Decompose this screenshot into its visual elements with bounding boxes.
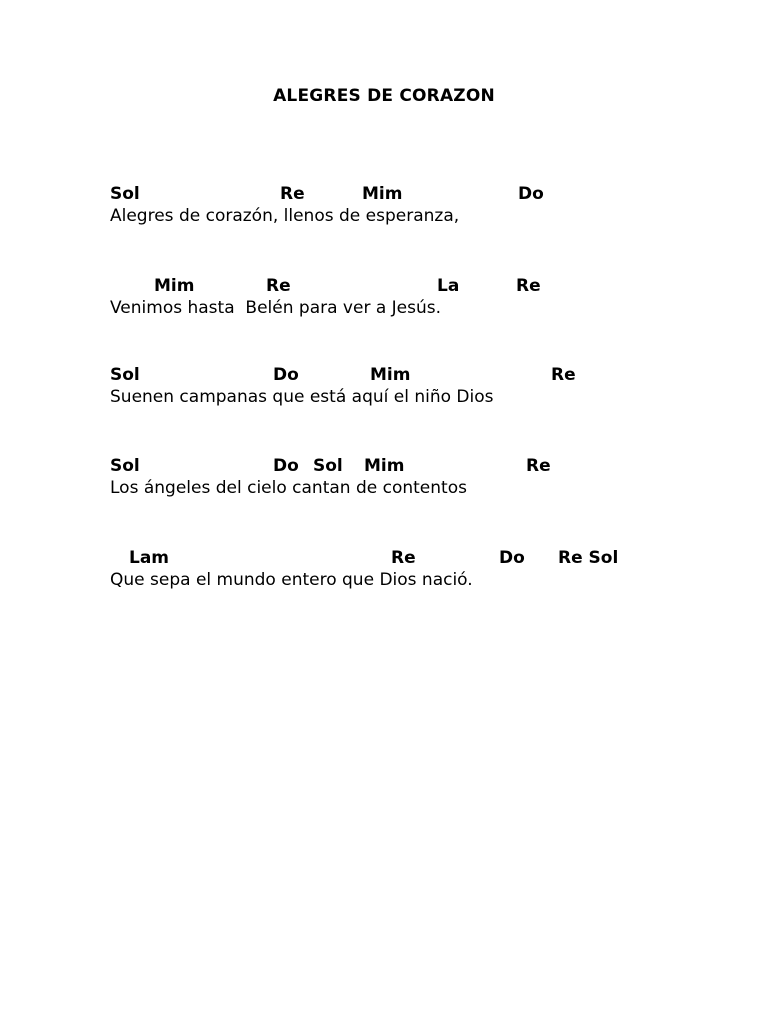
- song-title: ALEGRES DE CORAZON: [273, 86, 495, 106]
- chord: Do: [499, 548, 525, 568]
- chord: Re: [526, 456, 551, 476]
- chord-line: [110, 365, 710, 387]
- lyric-line: Venimos hasta Belén para ver a Jesús.: [110, 298, 442, 318]
- stanza-5: [110, 548, 710, 594]
- chord-line: [110, 184, 710, 206]
- chord: Mim: [362, 184, 403, 204]
- lyric-line: Suenen campanas que está aquí el niño Dios: [110, 387, 494, 407]
- chord-line: [110, 548, 710, 570]
- chord: Do: [273, 456, 299, 476]
- chord: Re: [391, 548, 416, 568]
- chord: Re: [280, 184, 305, 204]
- chord: Mim: [370, 365, 411, 385]
- chord: La: [437, 276, 460, 296]
- stanza-3: [110, 365, 710, 411]
- stanza-1: [110, 184, 710, 230]
- chord: Lam: [129, 548, 170, 568]
- chord: Mim: [364, 456, 405, 476]
- chord: Re: [516, 276, 541, 296]
- chord: Sol: [110, 365, 140, 385]
- stanza-4: [110, 456, 710, 502]
- chord: Re: [266, 276, 291, 296]
- chord: Re Sol: [558, 548, 619, 568]
- chord: Mim: [154, 276, 195, 296]
- chord: Do: [273, 365, 299, 385]
- chord-line: [110, 456, 710, 478]
- chord: Do: [518, 184, 544, 204]
- lyric-line: Que sepa el mundo entero que Dios nació.: [110, 570, 473, 590]
- chord: Sol: [313, 456, 343, 476]
- chord: Re: [551, 365, 576, 385]
- chord: Sol: [110, 184, 140, 204]
- chord: Sol: [110, 456, 140, 476]
- lyric-line: Los ángeles del cielo cantan de contentos: [110, 478, 467, 498]
- chord-line: [110, 276, 710, 298]
- lyric-line: Alegres de corazón, llenos de esperanza,: [110, 206, 460, 226]
- stanza-2: [110, 276, 710, 322]
